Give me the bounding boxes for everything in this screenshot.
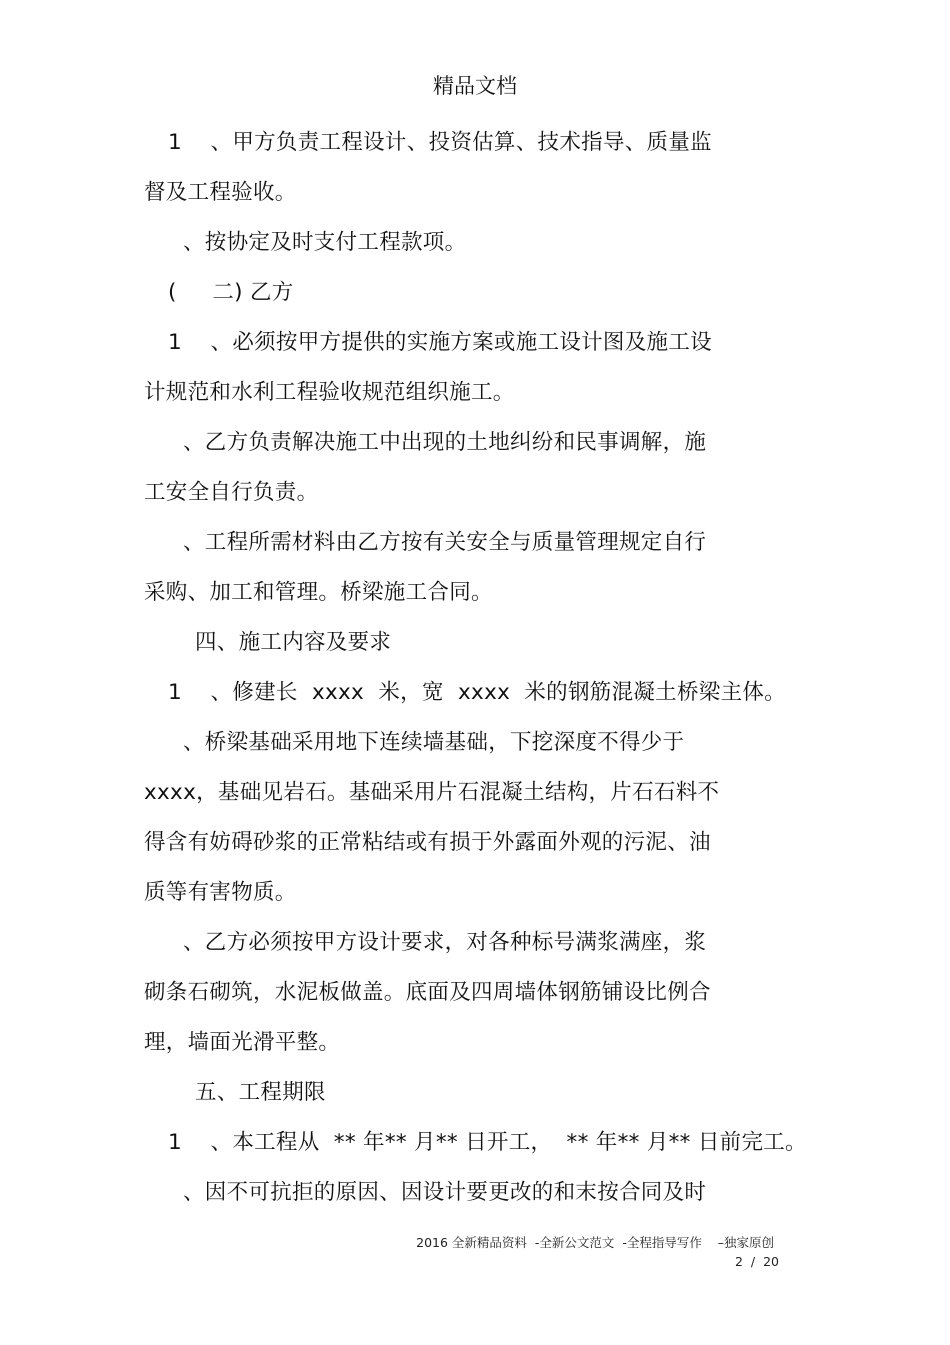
body-line: 1 、必须按甲方提供的实施方案或施工设计图及施工设 (168, 330, 712, 355)
section-heading: ( 二) 乙方 (168, 280, 294, 305)
body-line: 1 、本工程从 ** 年** 月** 日开工， ** 年** 月** 日前完工。 (168, 1130, 807, 1155)
body-line: 、乙方负责解决施工中出现的土地纠纷和民事调解，施 (183, 430, 707, 455)
page-header-title: 精品文档 (433, 74, 517, 98)
body-line: 1 、修建长 xxxx 米，宽 xxxx 米的钢筋混凝土桥梁主体。 (168, 680, 786, 705)
section-heading: 四、施工内容及要求 (195, 630, 392, 655)
body-line: 、因不可抗拒的原因、因设计要更改的和末按合同及时 (183, 1180, 707, 1205)
section-heading: 五、工程期限 (195, 1080, 326, 1105)
body-line: 督及工程验收。 (144, 180, 297, 205)
body-line: 砌条石砌筑，水泥板做盖。底面及四周墙体钢筋铺设比例合 (144, 980, 711, 1005)
page-number: 2 / 20 (735, 1254, 779, 1269)
footer-tagline: 2016 全新精品资料 -全新公文范文 -全程指导写作 –独家原创 (416, 1235, 774, 1250)
body-line: 理，墙面光滑平整。 (144, 1030, 341, 1055)
body-line: 、工程所需材料由乙方按有关安全与质量管理规定自行 (183, 530, 707, 555)
body-line: 采购、加工和管理。桥梁施工合同。 (144, 580, 493, 605)
body-line: 工安全自行负责。 (144, 480, 319, 505)
body-line: 、按协定及时支付工程款项。 (183, 230, 467, 255)
body-line: 、桥梁基础采用地下连续墙基础，下挖深度不得少于 (183, 730, 685, 755)
body-line: xxxx，基础见岩石。基础采用片石混凝土结构，片石石料不 (144, 780, 720, 805)
body-line: 计规范和水利工程验收规范组织施工。 (144, 380, 515, 405)
body-line: 、乙方必须按甲方设计要求，对各种标号满浆满座，浆 (183, 930, 707, 955)
body-line: 质等有害物质。 (144, 880, 297, 905)
body-line: 1 、甲方负责工程设计、投资估算、技术指导、质量监 (168, 130, 712, 155)
body-line: 得含有妨碍砂浆的正常粘结或有损于外露面外观的污泥、油 (144, 830, 711, 855)
